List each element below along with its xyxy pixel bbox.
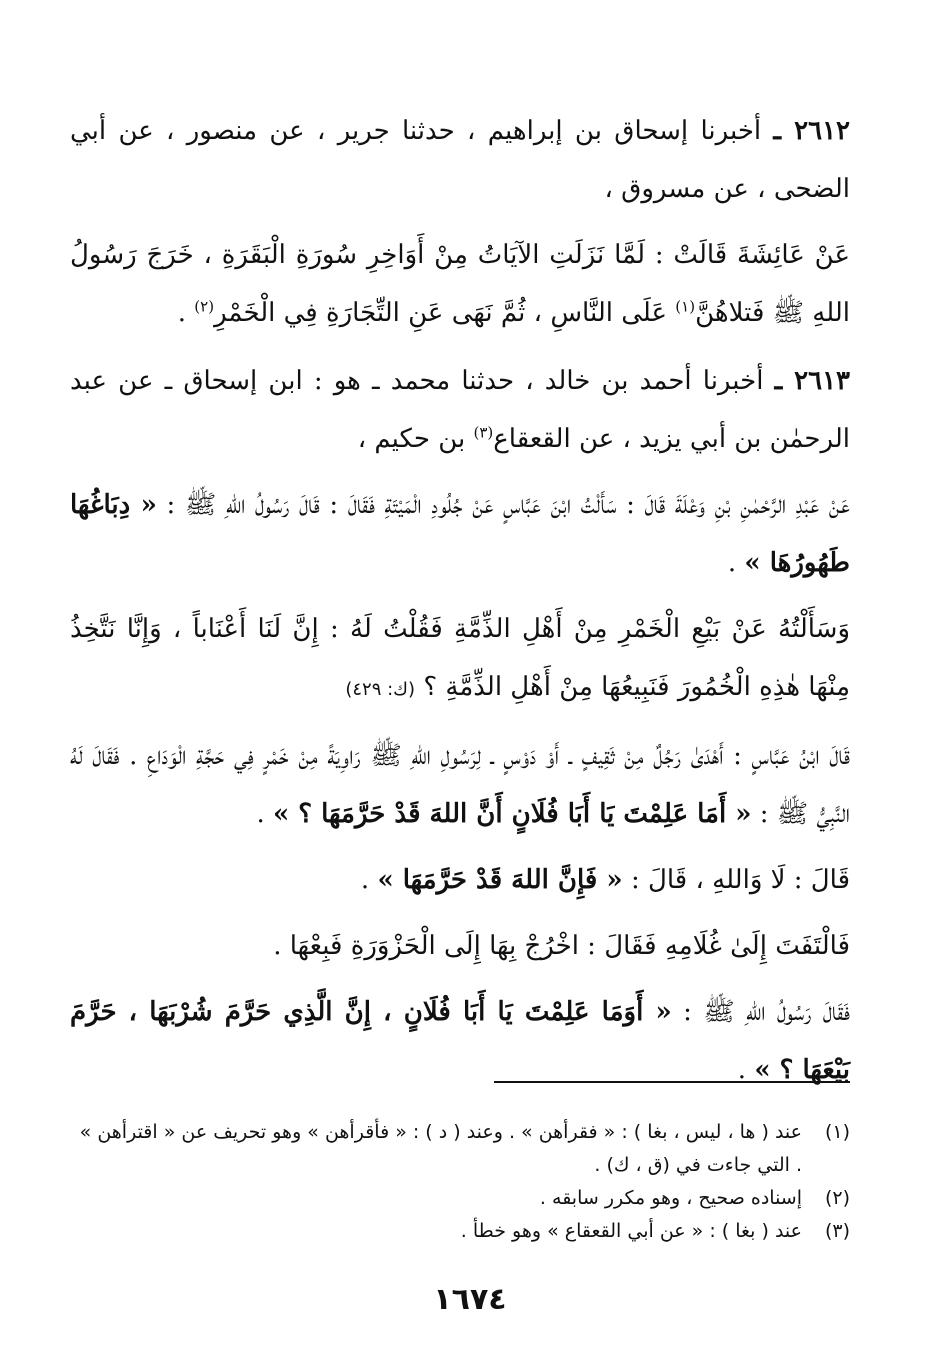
- hadith-number: ٢٦١٣ ـ: [774, 366, 851, 396]
- footnote-text: عند ( بغا ) : « عن أبي القعقاع » وهو خطأ .: [460, 1220, 802, 1242]
- punctuation: .: [360, 865, 370, 895]
- hadith-paragraph: [70, 600, 850, 719]
- punctuation: .: [727, 548, 737, 578]
- footnote-ref: (٢): [194, 297, 215, 316]
- hadith-paragraph: [70, 851, 850, 909]
- footnote-divider: [494, 1081, 850, 1083]
- hadith-paragraph: [70, 727, 850, 843]
- footnote-text: عند ( ها ، ليس ، بغا ) : « فقرأهن » . وعند ( د ) : « فأقرأهن » وهو تحريف عن « اقترأهن » . التي جاءت في (ق ، ك) .: [79, 1121, 802, 1176]
- prophetic-quote: « أَمَا عَلِمْتَ يَا أَبَا فُلَانٍ أَنَّ اللهَ قَدْ حَرَّمَهَا ؟ »: [272, 799, 752, 829]
- isnad-text: أخبرنا أحمد بن خالد ، حدثنا محمد ـ هو : ابن إسحاق ـ عن عبد الرحمٰن بن أبي يزيد ، عن القعقاع: [70, 366, 850, 454]
- footnote-text: إسناده صحيح ، وهو مكرر سابقه .: [539, 1187, 802, 1209]
- matn-text: عَلَى النَّاسِ ، ثُمَّ نَهَى عَنِ التِّجَارَةِ فِي الْخَمْرِ: [214, 298, 668, 328]
- footnotes: [70, 1116, 850, 1248]
- matn-text: قَالَ ابْنُ عَبَّاسٍ : أَهْدَىٰ رَجُلٌ مِنْ ثَقِيفٍ ـ أَوْ دَوْسٍ ـ لِرَسُولِ اللهِ ﷺ رَاوِيَةً مِنْ خَمْرٍ فِي حَجَّةِ الْوَدَاعِ . فَقَالَ لَهُ النَّبِيُّ ﷺ :: [70, 741, 850, 829]
- matn-text: عَنْ عَائِشَةَ قَالَتْ : لَمَّا نَزَلَتِ الآيَاتُ مِنْ أَوَاخِرِ سُورَةِ الْبَقَرَةِ ، خَرَجَ رَسُولُ اللهِ ﷺ فَتلاهُنَّ: [70, 240, 850, 328]
- prophetic-quote: « أَوَمَا عَلِمْتَ يَا أَبَا فُلَانٍ ، إِنَّ الَّذِي حَرَّمَ شُرْبَهَا ، حَرَّمَ بَيْعَهَا ؟ »: [70, 997, 850, 1085]
- matn-text: وَسَأَلْتُهُ عَنْ بَيْعِ الْخَمْرِ مِنْ أَهْلِ الذِّمَّةِ فَقُلْتُ لَهُ : إِنَّ لَنَا أَعْنَاباً ، وَإِنَّا نَتَّخِذُ مِنْهَا هٰذِهِ الْخُمُورَ فَنَبِيعُهَا مِنْ أَهْلِ الذِّمَّةِ ؟: [70, 614, 850, 702]
- footnote-number: (١): [824, 1121, 850, 1143]
- hadith-2612-chain: [70, 102, 850, 218]
- isnad-text: بن حكيم ،: [357, 424, 466, 454]
- matn-text: عَنْ عَبْدِ الرَّحْمٰنِ بْنِ وَعْلَةَ قَالَ : سَأَلْتُ ابْنَ عَبَّاسٍ عَنْ جُلُودِ الْمَيْتَةِ فَقَالَ : قَالَ رَسُولُ اللهِ ﷺ :: [166, 490, 850, 520]
- manuscript-reference: (ك: ٤٢٩): [345, 679, 416, 700]
- footnote-ref: (٣): [473, 423, 494, 442]
- footnote: [70, 1215, 850, 1248]
- hadith-paragraph: [70, 476, 850, 592]
- matn-text: فَالْتَفَتَ إِلَىٰ غُلَامِهِ فَقَالَ : اخْرُجْ بِهَا إِلَى الْحَزْوَرَةِ فَبِعْهَا .: [273, 931, 850, 961]
- footnote-number: (٢): [824, 1187, 850, 1209]
- hadith-2613-body: [70, 476, 850, 1099]
- matn-text: فَقَالَ رَسُولُ اللهِ ﷺ :: [683, 997, 850, 1027]
- hadith-2612-text: [70, 226, 850, 342]
- hadith-number: ٢٦١٢ ـ: [773, 116, 850, 146]
- footnote-ref: (١): [675, 297, 696, 316]
- footnote: [70, 1182, 850, 1215]
- prophetic-quote: « فَإِنَّ اللهَ قَدْ حَرَّمَهَا »: [377, 865, 623, 895]
- isnad-text: أخبرنا إسحاق بن إبراهيم ، حدثنا جرير ، عن منصور ، عن أبي الضحى ، عن مسروق ،: [70, 116, 850, 204]
- hadith-paragraph: [70, 917, 850, 975]
- punctuation: .: [256, 799, 265, 829]
- hadith-2613-chain: [70, 352, 850, 468]
- main-text: [70, 102, 850, 1107]
- page-number: ١٦٧٤: [433, 1282, 507, 1317]
- matn-text: قَالَ : لَا وَاللهِ ، قَالَ :: [630, 865, 850, 895]
- footnote: [70, 1116, 850, 1182]
- prophetic-quote: « دِبَاغُهَا طَهُورُهَا »: [70, 490, 850, 578]
- punctuation: .: [177, 298, 187, 328]
- punctuation: .: [737, 1055, 747, 1085]
- footnote-number: (٣): [824, 1220, 850, 1242]
